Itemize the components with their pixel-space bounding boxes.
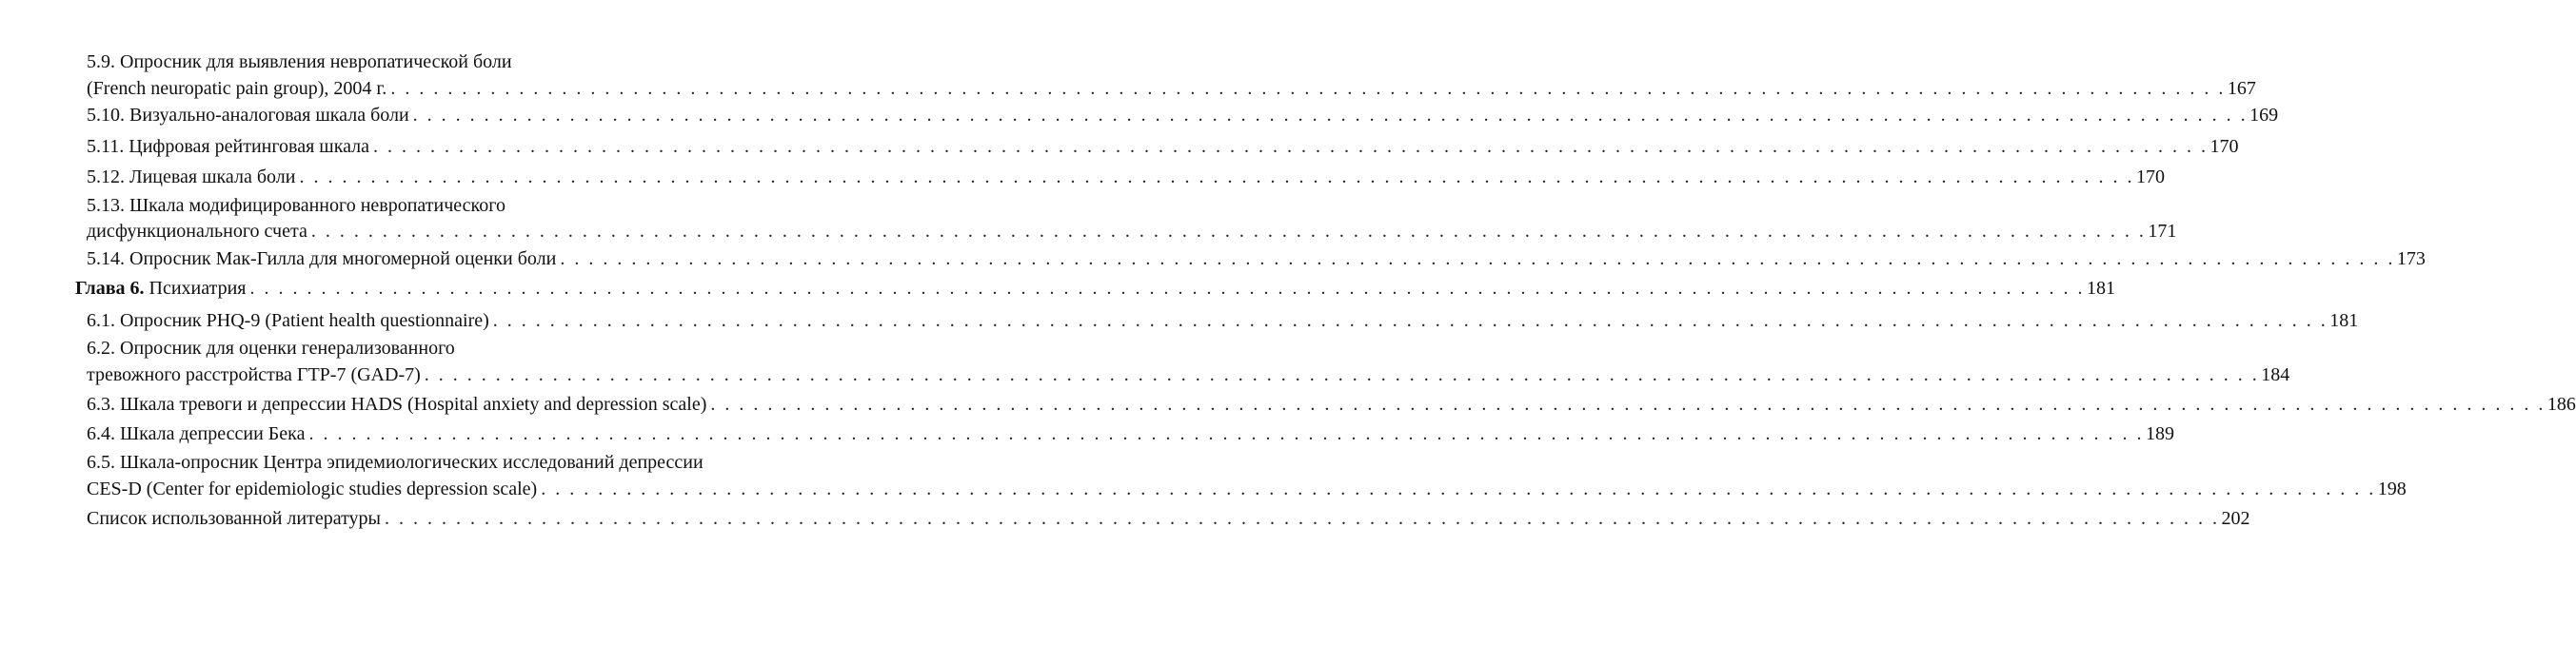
toc-line [87, 218, 2177, 244]
page-number: 169 [2249, 105, 2279, 126]
page-number: 184 [2261, 364, 2290, 385]
page-number: 171 [2148, 221, 2177, 242]
dot-leader: . . . . . . . . . . . . . . . . . . . . . . . . . . . . . . . . . . . . . . . . . . . . . . . . . . . . . . . . . . . . . . . . . . . . . . . . . . . . . . . . . . . . . . . . . . . . . . . . . . . . . . . . . . . . . . . . . . . . . . . . . . . . . . . . . [249, 278, 2085, 299]
toc-line [87, 133, 2239, 160]
toc-line [87, 476, 2407, 502]
dot-leader: . . . . . . . . . . . . . . . . . . . . . . . . . . . . . . . . . . . . . . . . . . . . . . . . . . . . . . . . . . . . . . . . . . . . . . . . . . . . . . . . . . . . . . . . . . . . . . . . . . . . . . . . . . . . . . . . . . . . . . . . . . . . . . . . . [492, 310, 2328, 331]
entry-title: Список использованной литературы [87, 508, 381, 529]
chapter-title: Психиатрия [149, 278, 247, 299]
page-number: 170 [2209, 136, 2239, 157]
dot-leader: . . . . . . . . . . . . . . . . . . . . . . . . . . . . . . . . . . . . . . . . . . . . . . . . . . . . . . . . . . . . . . . . . . . . . . . . . . . . . . . . . . . . . . . . . . . . . . . . . . . . . . . . . . . . . . . . . . . . . . . . . . . . . . . . . [310, 221, 2147, 242]
entry-title: 6.1. Опросник PHQ-9 (Patient health questionnaire) [87, 310, 489, 331]
dot-leader: . . . . . . . . . . . . . . . . . . . . . . . . . . . . . . . . . . . . . . . . . . . . . . . . . . . . . . . . . . . . . . . . . . . . . . . . . . . . . . . . . . . . . . . . . . . . . . . . . . . . . . . . . . . . . . . . . . . . . . . . . . . . . . . . . [541, 479, 2376, 499]
entry-title: 5.14. Опросник Мак-Гилла для многомерной оценки боли [87, 248, 557, 269]
toc-line [87, 192, 860, 219]
page-number: 202 [2221, 508, 2250, 529]
entry-title: 5.9. Опросник для выявления невропатической боли [87, 51, 512, 72]
dot-leader: . . . . . . . . . . . . . . . . . . . . . . . . . . . . . . . . . . . . . . . . . . . . . . . . . . . . . . . . . . . . . . . . . . . . . . . . . . . . . . . . . . . . . . . . . . . . . . . . . . . . . . . . . . . . . . . . . . . . . . . . . . . . . . . . . [384, 508, 2220, 529]
page-number: 173 [2396, 248, 2426, 269]
toc-line [87, 362, 2290, 388]
toc-line [87, 420, 2174, 447]
toc-line [87, 505, 2250, 532]
toc-line [87, 307, 2359, 334]
toc-line [87, 391, 2576, 418]
dot-leader: . . . . . . . . . . . . . . . . . . . . . . . . . . . . . . . . . . . . . . . . . . . . . . . . . . . . . . . . . . . . . . . . . . . . . . . . . . . . . . . . . . . . . . . . . . . . . . . . . . . . . . . . . . . . . . . . . . . . . . . . . . . . . . . . . [299, 166, 2134, 187]
page-number: 189 [2145, 423, 2174, 444]
dot-leader: . . . . . . . . . . . . . . . . . . . . . . . . . . . . . . . . . . . . . . . . . . . . . . . . . . . . . . . . . . . . . . . . . . . . . . . . . . . . . . . . . . . . . . . . . . . . . . . . . . . . . . . . . . . . . . . . . . . . . . . . . . . . . . . . . [710, 394, 2546, 415]
chapter-label: Глава 6. [75, 278, 145, 299]
entry-title: 6.2. Опросник для оценки генерализованного [87, 338, 455, 359]
toc-line [87, 245, 2426, 272]
page-number: 170 [2135, 166, 2165, 187]
entry-title: CES-D (Center for epidemiologic studies depression scale) [87, 479, 538, 499]
toc-line [87, 75, 2256, 102]
dot-leader: . . . . . . . . . . . . . . . . . . . . . . . . . . . . . . . . . . . . . . . . . . . . . . . . . . . . . . . . . . . . . . . . . . . . . . . . . . . . . . . . . . . . . . . . . . . . . . . . . . . . . . . . . . . . . . . . . . . . . . . . . . . . . . . . . [308, 423, 2144, 444]
toc-line [87, 335, 860, 362]
dot-leader: . . . . . . . . . . . . . . . . . . . . . . . . . . . . . . . . . . . . . . . . . . . . . . . . . . . . . . . . . . . . . . . . . . . . . . . . . . . . . . . . . . . . . . . . . . . . . . . . . . . . . . . . . . . . . . . . . . . . . . . . . . . . . . . . . [373, 136, 2209, 157]
dot-leader: . . . . . . . . . . . . . . . . . . . . . . . . . . . . . . . . . . . . . . . . . . . . . . . . . . . . . . . . . . . . . . . . . . . . . . . . . . . . . . . . . . . . . . . . . . . . . . . . . . . . . . . . . . . . . . . . . . . . . . . . . . . . . . . . . [390, 78, 2226, 99]
entry-title: 6.3. Шкала тревоги и депрессии HADS (Hospital anxiety and depression scale) [87, 394, 707, 415]
toc-line [87, 449, 860, 476]
dot-leader: . . . . . . . . . . . . . . . . . . . . . . . . . . . . . . . . . . . . . . . . . . . . . . . . . . . . . . . . . . . . . . . . . . . . . . . . . . . . . . . . . . . . . . . . . . . . . . . . . . . . . . . . . . . . . . . . . . . . . . . . . . . . . . . . . [560, 248, 2395, 269]
entry-title: 5.10. Визуально-аналоговая шкала боли [87, 105, 409, 126]
dot-leader: . . . . . . . . . . . . . . . . . . . . . . . . . . . . . . . . . . . . . . . . . . . . . . . . . . . . . . . . . . . . . . . . . . . . . . . . . . . . . . . . . . . . . . . . . . . . . . . . . . . . . . . . . . . . . . . . . . . . . . . . . . . . . . . . . [412, 105, 2249, 126]
entry-title: 6.5. Шкала-опросник Центра эпидемиологических исследований депрессии [87, 452, 703, 473]
entry-title: дисфункционального счета [87, 221, 307, 242]
entry-title: тревожного расстройства ГТР-7 (GAD-7) [87, 364, 421, 385]
page-number: 186 [2546, 394, 2576, 415]
entry-title: 5.11. Цифровая рейтинговая шкала [87, 136, 370, 157]
entry-title: 6.4. Шкала депрессии Бека [87, 423, 306, 444]
toc-line [87, 49, 860, 75]
page-number: 181 [2329, 310, 2359, 331]
toc-line [87, 164, 2165, 190]
entry-title: 5.12. Лицевая шкала боли [87, 166, 296, 187]
page-number: 198 [2377, 479, 2407, 499]
entry-title: 5.13. Шкала модифицированного невропатического [87, 195, 505, 216]
toc-line [75, 275, 2115, 302]
entry-title: (French neuropatic pain group), 2004 г. [87, 78, 387, 99]
dot-leader: . . . . . . . . . . . . . . . . . . . . . . . . . . . . . . . . . . . . . . . . . . . . . . . . . . . . . . . . . . . . . . . . . . . . . . . . . . . . . . . . . . . . . . . . . . . . . . . . . . . . . . . . . . . . . . . . . . . . . . . . . . . . . . . . . [424, 364, 2260, 385]
page-number: 181 [2086, 278, 2115, 299]
page-number: 167 [2227, 78, 2256, 99]
toc-line [87, 102, 2279, 128]
